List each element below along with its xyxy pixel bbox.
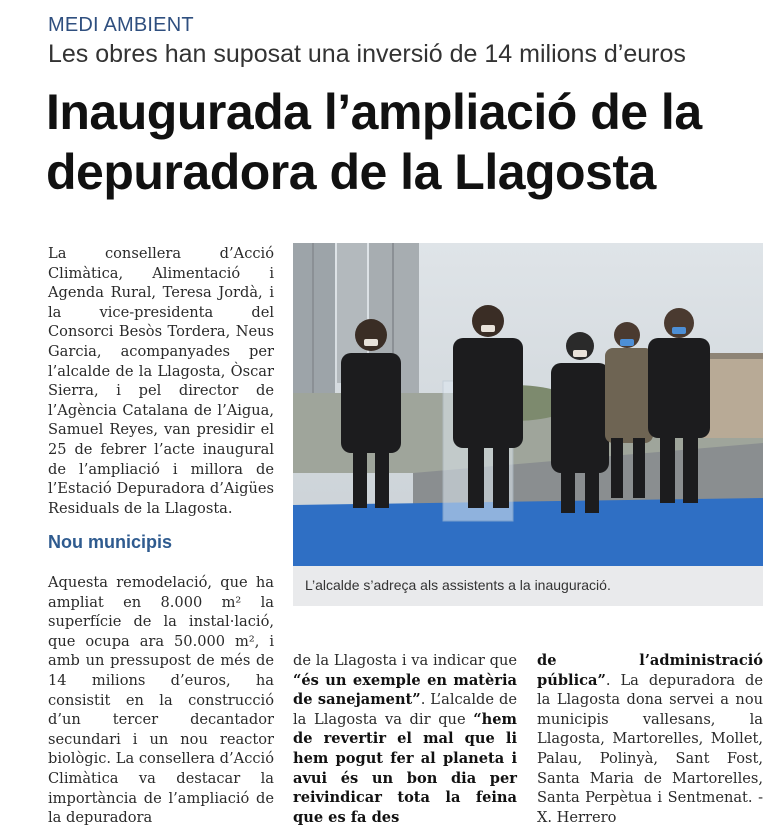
intro-text: La consellera d’Acció Climàtica, Alimentació i Agenda Rural, Teresa Jordà, i la vice-presidenta del Consorci Besòs Tordera, Neus Garcia, acompanyades per l’alcalde de la Llagosta, Òscar Sierra, i pel director de l’Agència Catalana de l’Aigua, Samuel Reyes, van presidir el 25 de febrer l’acte inaugural de l’ampliació i millora de l’Estació Depuradora d’Aigües Residuals de la Llagosta. xyxy=(48,245,274,517)
quote-2: “hem de revertir el mal que li hem pogut fer al planeta i avui és un bon dia per reivindicar tota la feina que es fa des xyxy=(293,710,517,826)
photo-caption-box xyxy=(293,566,763,606)
body-text-2b: . L’alcalde de la Llagosta va dir que xyxy=(293,691,517,728)
subheading: Nou municipis xyxy=(48,532,173,552)
body-column-1 xyxy=(48,573,274,828)
article-photo xyxy=(293,243,763,566)
photo-caption: L’alcalde s’adreça als assistents a la inauguració. xyxy=(305,577,611,593)
body-text-2a: de la Llagosta i va indicar que xyxy=(293,652,517,669)
body-column-2 xyxy=(293,651,517,827)
body-text-1: Aquesta remodelació, que ha ampliat en 8.000 m² la superfície de la instal·lació, que ocupa ara 50.000 m², i amb un pressupost de més de 14 milions d’euros, ha consistit en la construcció d’un tercer decantador secundari i un nou reactor biològic. La consellera d’Acció Climàtica va destacar la importància de l’ampliació de la depuradora xyxy=(48,574,274,827)
section-label: MEDI AMBIENT xyxy=(48,14,194,36)
intro-paragraph xyxy=(48,244,274,518)
photo-illustration xyxy=(293,243,763,566)
body-column-3 xyxy=(537,651,763,827)
body-text-3: . La depuradora de la Llagosta dona servei a nou municipis vallesans, la Llagosta, Martorelles, Mollet, Palau, Polinyà, Sant Fost, Santa Maria de Martorelles, Santa Perpètua i Sentmenat. - X. Herrero xyxy=(537,671,763,826)
article-headline: Inaugurada l’ampliació de la depuradora de la Llagosta xyxy=(46,84,702,200)
quote-2-end: de l’administració pública” xyxy=(537,652,763,689)
quote-1: “és un exemple en matèria de sanejament” xyxy=(293,671,517,709)
article-subtitle: Les obres han suposat una inversió de 14 milions d’euros xyxy=(48,40,686,68)
